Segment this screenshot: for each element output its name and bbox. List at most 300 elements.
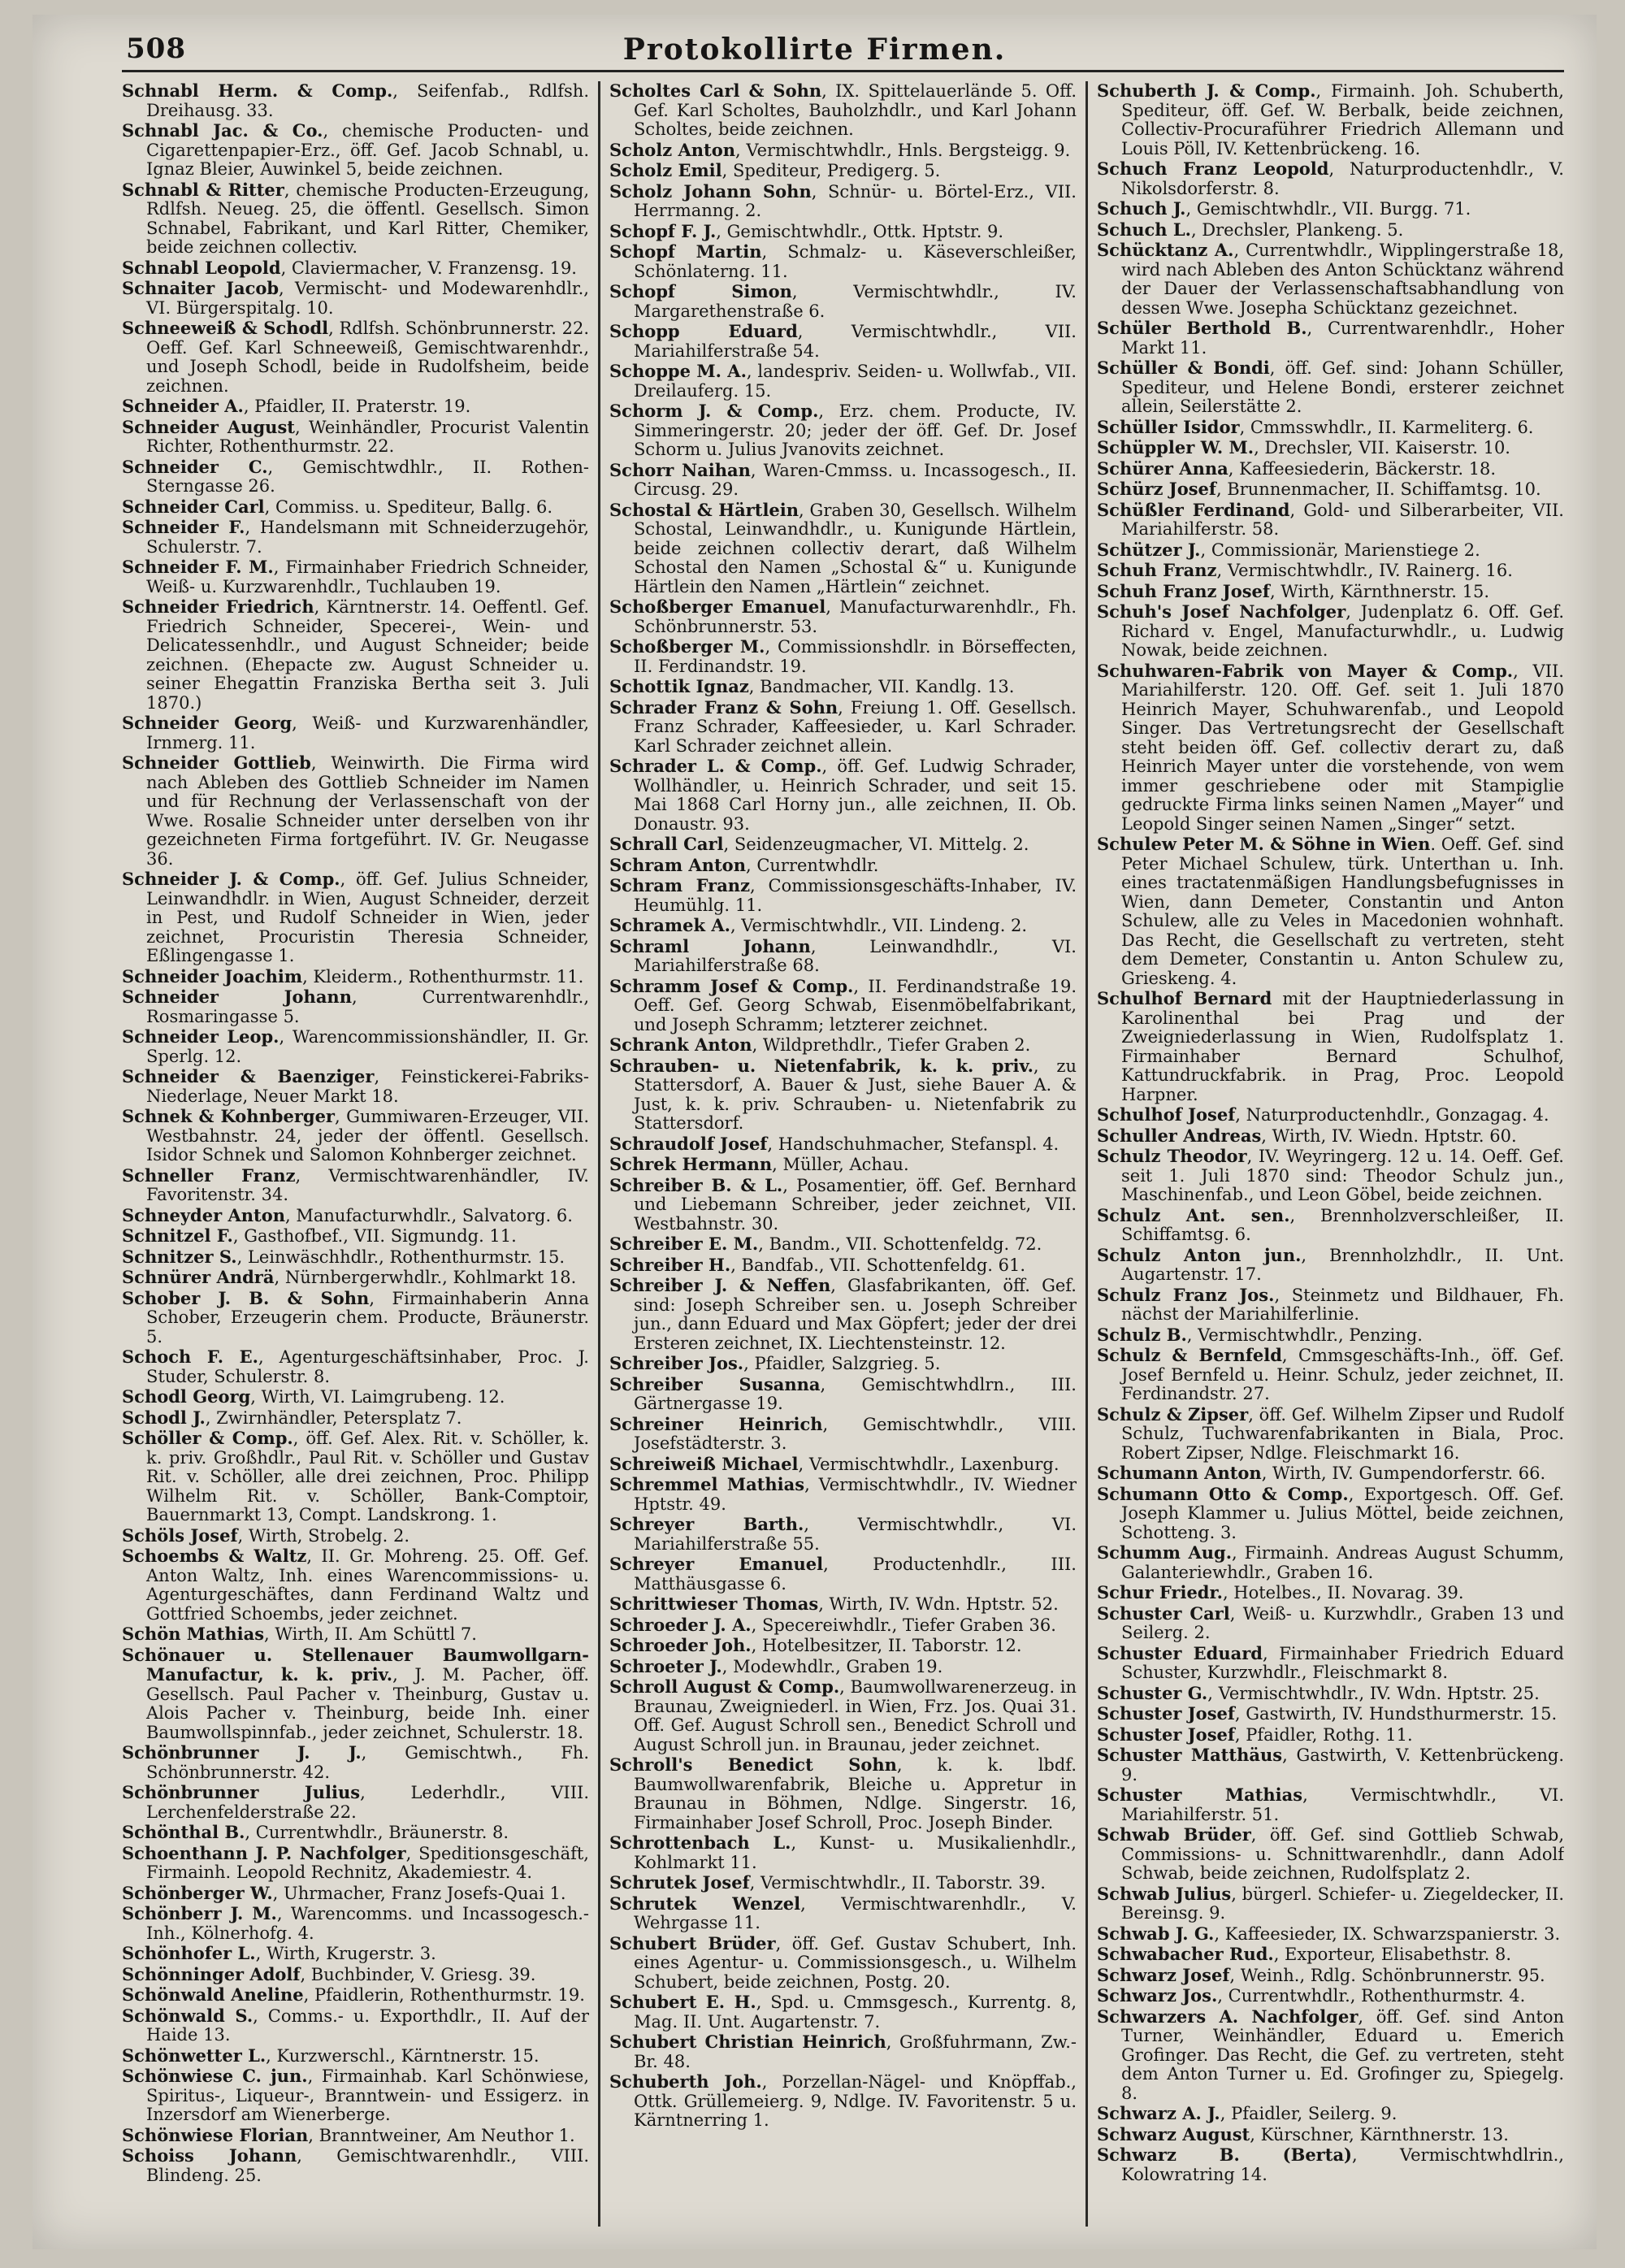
firm-name: Schreiber J. & Neffen [609,1275,831,1295]
entry-details: , Bandmacher, VII. Kandlg. 13. [748,677,1015,696]
entry-details: , Cmmsgeschäfts-Inh., öff. Gef. Josef Bernfeld u. Heinr. Schulz, jeder zeichnet, II. Ferdinandstr. 27. [1121,1346,1564,1403]
entry-details: , Spediteur, Predigerg. 5. [722,161,941,180]
entry-details: , Vermischtwhdlr., Penzing. [1186,1325,1423,1345]
firm-name: Schnitzer S. [122,1246,237,1267]
directory-entry [122,557,589,596]
column-left [122,81,589,2227]
entry-details: , Vermischtwhdlr., IV. Rainerg. 16. [1216,561,1513,580]
entry-details: , Bandfab., VII. Schottenfeldg. 61. [730,1255,1026,1275]
entry-details: , Seifenfab., Rdlfsh. Dreihausg. 33. [146,81,589,120]
entry-details: , Gastwirth, IV. Hundsthurmerstr. 15. [1234,1704,1558,1724]
directory-entry [609,916,1077,936]
firm-name: Schwarz Josef [1097,1964,1230,1985]
directory-entry [609,182,1077,221]
entry-details: , k. k. lbdf. Baumwollwarenfabrik, Bleiche u. Appretur in Braunau in Böhmen, Ndlge. Singerstr. 16, Firmainhaber Josef Schroll, Proc. Joseph Binder. [634,1755,1077,1832]
firm-name: Schuster G. [1097,1682,1208,1703]
entry-details: , Specereiwhdlr., Tiefer Graben 36. [751,1615,1056,1635]
firm-name: Schücktanz A. [1097,240,1234,260]
directory-entry [609,937,1077,976]
firm-name: Schodl J. [122,1407,206,1428]
firm-name: Schoßberger M. [609,636,765,657]
firm-name: Schuhwaren-Fabrik von Mayer & Comp. [1097,660,1514,681]
entry-details: , Bandm., VII. Schottenfeldg. 72. [758,1234,1042,1254]
firm-name: Schrauben- u. Nietenfabrik, k. k. priv. [609,1055,1034,1076]
firm-name: Schönbrunner J. J. [122,1742,362,1763]
firm-name: Schneider A. [122,396,244,416]
firm-name: Schulew Peter M. & Söhne in Wien [1097,834,1431,854]
directory-entry [1097,1924,1564,1945]
entry-details: , Naturproductenhdlr., Gonzagag. 4. [1235,1105,1549,1125]
directory-entry [1097,479,1564,500]
entry-details: , zu Stattersdorf, A. Bauer & Just, siehe Bauer A. & Just, k. k. priv. Schrauben- u. Nietenfabrik zu Stattersdorf. [634,1056,1077,1133]
firm-name: Schuster Carl [1097,1602,1230,1624]
directory-entry [122,869,589,966]
firm-name: Schuster Josef [1097,1724,1235,1745]
directory-entry [1097,1604,1564,1643]
directory-entry [122,2126,589,2146]
directory-entry [609,2032,1077,2071]
firm-name: Schroeder Joh. [609,1635,752,1655]
firm-name: Schopf Simon [609,281,792,301]
directory-entry [1097,1945,1564,1965]
entry-details: , Warencommissionshändler, II. Gr. Sperlg. 12. [146,1027,589,1066]
entry-details: , Schnür- u. Börtel-Erz., VII. Herrmanng. 2. [634,181,1077,220]
entry-details: , Commissionshdlr. in Börseffecten, II. Ferdinandstr. 19. [634,637,1077,676]
directory-entry [609,1833,1077,1872]
firm-name: Schuster Matthäus [1097,1745,1283,1765]
entry-details: , Gemischtwarenhdlr., VIII. Blindeng. 25. [146,2146,589,2185]
entry-details: , öff. Gef. Ludwig Schrader, Wollhändler, u. Heinrich Schrader, und seit 15. Mai 1868 Carl Horny jun., alle zeichnen, II. Ob. Donaustr. 93. [634,757,1077,834]
entry-details: , Baumwollwarenerzeug. in Braunau, Zweigniederl. in Wien, Frz. Jos. Quai 31. Off. Gef. August Schroll sen., Benedict Schroll und August Schroll jun. in Braunau, jeder zeichnet. [634,1677,1077,1754]
firm-name: Schönbrunner Julius [122,1782,361,1802]
directory-entry [609,282,1077,321]
entry-details: . Oeff. Gef. sind Peter Michael Schulew, türk. Unterthan u. Inh. eines tractatenmäßigen Handlungsbefugnisses in Wien, dann Demeter, Constantin und Anton Schulew, alle zu Veles in Macedonien wohnhaft. Das Recht, die Gesellschaft zu vertreten, steht dem Demeter, Constantin u. Anton Schulew zu, Grieskeng. 4. [1121,835,1564,988]
entry-details: , Freiung 1. Off. Gesellsch. Franz Schrader, Kaffeesieder, u. Karl Schrader. Karl Schrader zeichnet allein. [634,697,1077,756]
directory-entry [1097,1206,1564,1245]
entry-details: , Productenhdlr., III. Matthäusgasse 6. [634,1555,1077,1594]
firm-name: Schneller Franz [122,1164,296,1186]
firm-name: Schulz Theodor [1097,1146,1247,1166]
firm-name: Schuberth Joh. [609,2071,762,2092]
firm-name: Schreiweiß Michael [609,1453,799,1474]
directory-entry [122,1844,589,1883]
firm-name: Schwab J. G. [1097,1923,1215,1944]
directory-entry [609,1657,1077,1677]
firm-name: Schneider Friedrich [122,596,314,617]
firm-name: Schuh Franz [1097,560,1217,580]
entry-details: , Judenplatz 6. Off. Gef. Richard v. Engel, Manufacturwhdlr., u. Ludwig Nowak, beide zeichnen. [1121,602,1564,660]
firm-name: Schwab Brüder [1097,1824,1251,1845]
firm-name: Schreyer Barth. [609,1514,804,1534]
entry-details: , Handelsmann mit Schneiderzugehör, Schulerstr. 7. [146,518,589,557]
column-divider [1086,81,1088,2227]
entry-details: , Naturproductenhdlr., V. Nikolsdorferstr. 8. [1121,159,1564,198]
firm-name: Schönthal B. [122,1822,245,1842]
firm-name: Schrall Carl [609,834,724,854]
entry-details: , Gastwirth, V. Kettenbrückeng. 9. [1121,1745,1564,1784]
firm-name: Schuberth J. & Comp. [1097,81,1316,101]
entry-details: , Leinwäschhdlr., Rothenthurmstr. 15. [236,1247,566,1267]
entry-details: , Weinwirth. Die Firma wird nach Ableben des Gottlieb Schneider im Namen und für Rechnung der Verlassenschaft von der Wwe. Rosalie Schneider unter derselben von ihr gezeichneten Firma fortgeführt. IV. Gr. Neugasse 36. [146,753,589,869]
firm-name: Schrutek Wenzel [609,1893,801,1914]
page-header [32,15,1597,72]
firm-name: Schwab Julius [1097,1883,1232,1904]
entry-details: , Currentwarenhdlr., Rosmaringasse 5. [146,987,589,1026]
directory-entry [1097,1825,1564,1884]
firm-name: Schwarz August [1097,2123,1250,2144]
entry-details: , Handschuhmacher, Stefanspl. 4. [767,1134,1060,1154]
directory-entry [122,1624,589,1645]
firm-name: Scholz Johann Sohn [609,180,812,202]
entry-details: , Weinh., Rdlg. Schönbrunnerstr. 95. [1229,1965,1545,1985]
firm-name: Schönwald S. [122,2005,254,2026]
directory-entry [609,141,1077,161]
firm-name: Schnitzel F. [122,1225,233,1246]
directory-entry [122,597,589,713]
entry-details: , Glasfabrikanten, öff. Gef. sind: Joseph Schreiber sen. u. Joseph Schreiber jun., dann Eduard und Max Göpfert; jeder der drei Ersteren zeichnet, IX. Liechtensteinstr. 12. [634,1276,1077,1353]
firm-name: Schumm Aug. [1097,1542,1233,1563]
entry-details: , Pfaidler, Salzgrieg. 5. [743,1354,941,1373]
entry-details: , Drechsler, VII. Kaiserstr. 10. [1254,438,1510,458]
directory-entry [1097,2104,1564,2124]
directory-entry [1097,1684,1564,1704]
directory-entry [609,637,1077,676]
entry-details: , Wirth, Strobelg. 2. [237,1525,410,1546]
entry-details: , Manufacturwarenhdlr., Fh. Schönbrunnerstr. 53. [634,597,1077,636]
firm-name: Schreiner Heinrich [609,1413,823,1434]
firm-name: Schoch F. E. [122,1346,258,1367]
entry-details: , öff. Gef. Wilhelm Zipser und Rudolf Schulz, Tuchwarenfabrikanten in Biala, Proc. Robert Zipser, Ndlge. Fleischmarkt 16. [1121,1404,1564,1463]
directory-entry [1097,1325,1564,1346]
column-middle [609,81,1077,2227]
entry-details: , Agenturgeschäftsinhaber, Proc. J. Studer, Schulerstr. 8. [146,1347,589,1386]
entry-details: , Currentwarenhdlr., Hoher Markt 11. [1121,319,1564,358]
firm-name: Schüller & Bondi [1097,358,1270,378]
firm-name: Scholz Emil [609,160,722,180]
firm-name: Schreiber H. [609,1254,731,1275]
directory-entry [609,698,1077,757]
directory-entry [122,2006,589,2045]
entry-details: , Wirth, IV. Wiedn. Hptstr. 60. [1261,1125,1517,1146]
entry-details: , Wirth, Krugerstr. 3. [255,1944,436,1963]
directory-entry [609,1276,1077,1353]
directory-entry [1097,582,1564,602]
entry-details: , Wildprethdlr., Tiefer Graben 2. [752,1035,1031,1055]
directory-entry [1097,2125,1564,2145]
firm-name: Schneeweiß & Schodl [122,318,329,338]
directory-entry [122,458,589,497]
directory-entry [1097,81,1564,158]
directory-entry [609,1636,1077,1656]
firm-name: Schneider F. [122,517,245,537]
firm-name: Schnek & Kohnberger [122,1106,335,1126]
firm-name: Schneider & Baenziger [122,1066,375,1086]
entry-details: , Gummiwaren-Erzeuger, VII. Westbahnstr. 24, jeder der öffentl. Gesellsch. Isidor Schnek und Salomon Kohnberger zeichnet. [146,1107,589,1164]
firm-name: Schönhofer L. [122,1943,256,1963]
firm-name: Schuch L. [1097,219,1191,240]
directory-entry [1097,1785,1564,1824]
entry-details: , Vermischtwhdlr., Hnls. Bergsteigg. 9. [734,140,1071,160]
entry-details: , Commiss. u. Spediteur, Ballg. 6. [264,497,553,517]
directory-entry [122,967,589,987]
firm-name: Schramm Josef & Comp. [609,975,854,996]
entry-details: , Claviermacher, V. Franzensg. 19. [280,258,577,278]
entry-details: , Gemischtwhdlr., Ottk. Hptstr. 9. [716,221,1004,241]
entry-details: , Firmainh. Andreas August Schumm, Galanteriewhdlr., Graben 16. [1121,1543,1564,1582]
directory-entry [1097,199,1564,219]
firm-name: Schopp Eduard [609,321,798,341]
entry-details: , Schmalz- u. Käseverschleißer, Schönlaterng. 11. [634,242,1077,281]
firm-name: Schulhof Josef [1097,1104,1236,1125]
entry-details: , Firmainhaber Friedrich Eduard Schuster, Kurzwhdlr., Fleischmarkt 8. [1121,1643,1564,1682]
entry-details: , Wirth, II. Am Schüttl 7. [264,1624,477,1644]
directory-entry [609,1134,1077,1155]
firm-name: Schrader Franz & Sohn [609,696,838,718]
entry-details: , Vermischtwhdlrin., Kolowratring 14. [1121,2145,1564,2184]
firm-name: Schoembs & Waltz [122,1546,307,1566]
directory-entry [1097,1405,1564,1464]
firm-name: Schneider Georg [122,713,292,733]
entry-details: , öff. Gef. Alex. Rit. v. Schöller, k. k. priv. Großhdlr., Paul Rit. v. Schöller und Gustav Rit. v. Schöller, alle drei zeichnen, Proc. Philipp Wilhelm Rit. v. Schöller, Bank-Comptoir, Bauernmarkt 13, Compt. Landskrong. 1. [146,1429,589,1524]
directory-entry [122,1965,589,1985]
directory-entry [609,1515,1077,1554]
firm-name: Schottik Ignaz [609,676,749,696]
entry-details: , Feinstickerei-Fabriks-Niederlage, Neuer Markt 18. [146,1067,589,1106]
firm-name: Schoenthann J. P. Nachfolger [122,1842,406,1863]
directory-entry [122,1166,589,1205]
entry-details: , Warencomms. und Incassogesch.-Inh., Kölnerhofg. 4. [146,1904,589,1943]
firm-name: Schroll's Benedict Sohn [609,1754,897,1775]
entry-details: , öff. Gef. Julius Schneider, Leinwandhdlr. in Wien, August Schneider, derzeit in Pest, und Rudolf Schneider in Wien, jeder zeichnet, Procuristin Theresia Schneider, Eßlingengasse 1. [146,869,589,965]
firm-name: Schopf Martin [609,241,762,262]
entry-details: , Lederhdlr., VIII. Lerchenfelderstraße 22. [146,1783,589,1822]
entry-details: , Commissionär, Marienstiege 2. [1200,540,1480,560]
firm-name: Schur Friedr. [1097,1582,1223,1602]
entry-details: , Firmainh. Joh. Schuberth, Spediteur, öff. Gef. W. Berbalk, beide zeichnen, Collectiv-Procuraführer Friedrich Allemann und Louis Pöll, IV. Kettenbrückeng. 16. [1121,81,1564,158]
firm-name: Schuch J. [1097,198,1186,219]
directory-entry [122,1985,589,2006]
firm-name: Schneider C. [122,456,268,477]
entry-details: , Nürnbergerwhdlr., Kohlmarkt 18. [274,1268,577,1287]
firm-name: Schulz & Zipser [1097,1403,1249,1425]
firm-name: Schuch Franz Leopold [1097,158,1329,179]
firm-name: Schostal & Härtlein [609,499,800,520]
directory-entry [609,1677,1077,1754]
directory-entry [1097,1644,1564,1683]
entry-details: , Uhrmacher, Franz Josefs-Quai 1. [272,1883,566,1903]
entry-details: , Manufacturwhdlr., Salvatorg. 6. [285,1205,573,1225]
directory-entry [122,987,589,1026]
directory-entry [609,1475,1077,1514]
entry-details: , Firmainhaberin Anna Schober, Erzeugerin chem. Producte, Bräunerstr. 5. [146,1288,589,1346]
directory-entry [1097,319,1564,358]
entry-details: , Kärntnerstr. 14. Oeffentl. Gef. Friedrich Schneider, Specerei-, Wein- und Delicatessenhdlr., und August Schneider; beide zeichnen. (Ehepacte zw. August Schneider u. seiner Ehegattin Franziska Bertha seit 3. Juli 1870.) [146,597,589,713]
directory-entry [1097,1986,1564,2006]
firm-name: Schulhof Bernard [1097,988,1272,1008]
entry-details: , Wirth, IV. Gumpendorferstr. 66. [1261,1464,1546,1483]
directory-entry [122,1107,589,1165]
directory-entry [122,1206,589,1226]
entry-details: , landespriv. Seiden- u. Wollwfab., VII. Dreilauferg. 15. [634,362,1077,401]
entry-details: , Waren-Cmmss. u. Incassogesch., II. Circusg. 29. [634,460,1077,499]
entry-details: , Posamentier, öff. Gef. Bernhard und Liebemann Schreiber, jeder zeichnet, VII. Westbahnstr. 30. [634,1175,1077,1234]
entry-details: , Vermischtwarenhdlr., V. Wehrgasse 11. [634,1893,1077,1932]
firm-name: Schubert E. H. [609,1992,756,2012]
firm-name: Schnabl Herm. & Comp. [122,81,393,101]
firm-name: Schramek A. [609,915,730,935]
firm-name: Schwarz A. J. [1097,2103,1220,2123]
firm-name: Schön Mathias [122,1624,265,1644]
directory-entry [1097,1346,1564,1404]
directory-entry [609,1176,1077,1234]
entry-details: , Modewhdlr., Graben 19. [722,1656,943,1676]
firm-name: Schützer J. [1097,539,1201,560]
firm-name: Schönauer u. Stellenauer Baumwollgarn-Manufactur, k. k. priv. [122,1644,589,1685]
directory-entry [122,1526,589,1546]
directory-entry [609,1934,1077,1993]
firm-name: Schönwetter L. [122,2045,266,2066]
directory-entry [1097,1485,1564,1543]
firm-name: Schnabl & Ritter [122,179,284,200]
directory-entry [1097,1105,1564,1125]
firm-name: Schöller & Comp. [122,1428,293,1448]
directory-entry [1097,1126,1564,1147]
directory-entry [122,2146,589,2185]
entry-details: , Vermischtwhdlr., IV. Wiedner Hptstr. 49. [634,1475,1077,1514]
firm-name: Schober J. B. & Sohn [122,1287,370,1308]
directory-entry [609,1056,1077,1134]
firm-name: Schram Franz [609,875,751,895]
firm-name: Schüppler W. M. [1097,437,1254,458]
directory-entry [1097,561,1564,581]
firm-name: Schrittwieser Thomas [609,1594,819,1614]
directory-entry [122,497,589,518]
directory-entry [609,501,1077,597]
entry-details: , Porzellan-Nägel- und Knöpffab., Ottk. Grüllemeierg. 9, Ndlge. IV. Favoritenstr. 5 u. Kärntnerring 1. [634,2072,1077,2130]
firm-name: Schuh Franz Josef [1097,580,1270,601]
entry-details: , Currentwhdlr., Bräunerstr. 8. [245,1823,509,1842]
directory-entry [1097,220,1564,241]
entry-details: , chemische Producten-Erzeugung, Rdlfsh. Neueg. 25, die öffentl. Gesellsch. Simon Schnabel, Fabrikant, und Karl Ritter, Chemiker, beide zeichnen collectiv. [146,180,589,257]
directory-entry [609,1375,1077,1414]
directory-entry [122,713,589,752]
firm-name: Schürer Anna [1097,458,1228,479]
directory-entry [609,1993,1077,2032]
entry-details: , Vermischtwhdlr., IV. Margarethenstraße 6. [634,282,1077,321]
directory-entry [1097,1725,1564,1745]
firm-name: Schüßler Ferdinand [1097,499,1290,520]
firm-name: Schreiber E. M. [609,1234,759,1254]
directory-entry [122,1247,589,1268]
column-divider [598,81,600,2227]
entry-details: , Hotelbesitzer, II. Taborstr. 12. [751,1636,1022,1655]
entry-details: , Brennholzhdlr., II. Unt. Augartenstr. 17. [1121,1245,1564,1284]
directory-entry [122,1944,589,1964]
entry-details: , Speditionsgeschäft, Firmainh. Leopold Rechnitz, Akademiestr. 4. [146,1843,589,1882]
directory-entry [609,1155,1077,1175]
directory-entry [122,279,589,318]
entry-details: , Seidenzeugmacher, VI. Mittelg. 2. [723,835,1029,854]
entry-details: , Kunst- u. Musikalienhdlr., Kohlmarkt 11. [634,1833,1077,1872]
entry-details: , Currentwhdlr., Rothenthurmstr. 4. [1217,1986,1526,2006]
firm-name: Schreiber Susanna [609,1373,821,1394]
directory-entry [122,1408,589,1429]
firm-name: Schraudolf Josef [609,1133,768,1154]
entry-details: , öff. Gef. sind Anton Turner, Weinhändler, Eduard u. Emerich Grofinger. Das Recht, die Gef. zu vertreten, steht dem Anton Turner u. Ed. Grofinger zu, Spiegelg. 8. [1121,2006,1564,2103]
entry-details: , Exporteur, Elisabethstr. 8. [1273,1945,1512,1964]
directory-entry [1097,1583,1564,1603]
entry-details: , Buchbinder, V. Griesg. 39. [300,1964,536,1984]
header-rule [122,70,1564,72]
directory-entry [122,2046,589,2066]
directory-entry [122,1646,589,1743]
directory-entry [1097,989,1564,1104]
entry-details: , bürgerl. Schiefer- u. Ziegeldecker, II. Bereinsg. 9. [1121,1884,1564,1923]
firm-name: Schnaiter Jacob [122,278,280,298]
directory-page [32,15,1597,2249]
entry-details: , Pfaidler, Rothg. 11. [1234,1724,1413,1745]
entry-details: , Firmainhab. Karl Schönwiese, Spiritus-, Liqueur-, Branntwein- und Essigerz. in Inzersdorf am Wienerberge. [146,2066,589,2124]
entry-details: , Großfuhrmann, Zw.-Br. 48. [634,2032,1077,2071]
firm-name: Schuster Josef [1097,1703,1235,1724]
firm-name: Schönwiese Florian [122,2124,309,2145]
directory-entry [122,1429,589,1525]
entry-details: , Kaffeesiederin, Bäckerstr. 18. [1228,458,1497,479]
firm-name: Schönberger W. [122,1882,273,1903]
directory-entry [609,977,1077,1035]
entry-details: , Vermischtwhdlr., VI. Mariahilferstr. 51. [1121,1785,1564,1824]
directory-entry [122,1347,589,1386]
directory-entry [122,1027,589,1066]
directory-entry [1097,835,1564,988]
firm-name: Schoiss Johann [122,2145,297,2166]
directory-entry [122,1904,589,1943]
directory-entry [122,1823,589,1843]
entry-details: , Vermischtwhdlr., VI. Mariahilferstraße 55. [634,1515,1077,1554]
directory-entry [609,856,1077,876]
directory-entry [122,258,589,279]
directory-entry [1097,661,1564,835]
directory-entry [122,1268,589,1288]
firm-name: Schneider Carl [122,496,265,517]
firm-name: Schulz Franz Jos. [1097,1284,1275,1305]
firm-name: Schrottenbach L. [609,1832,791,1853]
firm-name: Schraml Johann [609,935,811,956]
entry-details: , Gold- und Silberarbeiter, VII. Mariahilferstr. 58. [1121,500,1564,539]
firm-name: Schrank Anton [609,1034,752,1055]
firm-name: Schöls Josef [122,1524,238,1546]
directory-entry [122,121,589,180]
directory-entry [1097,540,1564,561]
entry-details: , Currentwhdlr. [745,855,879,875]
entry-details: , Branntweiner, Am Neuthor 1. [308,2125,575,2145]
firm-name: Schreiber Jos. [609,1353,744,1373]
firm-name: Schneyder Anton [122,1204,286,1225]
firm-name: Schumann Anton [1097,1463,1262,1483]
firm-name: Schrutek Josef [609,1872,750,1893]
directory-entry [122,418,589,457]
directory-entry [609,835,1077,855]
entry-details: , öff. Gef. sind: Johann Schüller, Spediteur, und Helene Bondi, ersterer zeichnet allein, Seilerstätte 2. [1121,358,1564,416]
firm-name: Schneider Leop. [122,1026,280,1047]
firm-name: Schönwald Aneline [122,1984,304,2005]
directory-entry [1097,459,1564,479]
entry-details: , Gemischtwhdlr., VIII. Josefstädterstr. 3. [634,1414,1077,1453]
entry-details: , Gemischtwhdlrn., III. Gärtnergasse 19. [634,1374,1077,1413]
entry-details: , Wirth, VI. Laimgrubeng. 12. [250,1387,505,1407]
directory-entry [609,1255,1077,1276]
directory-entry [122,1387,589,1407]
